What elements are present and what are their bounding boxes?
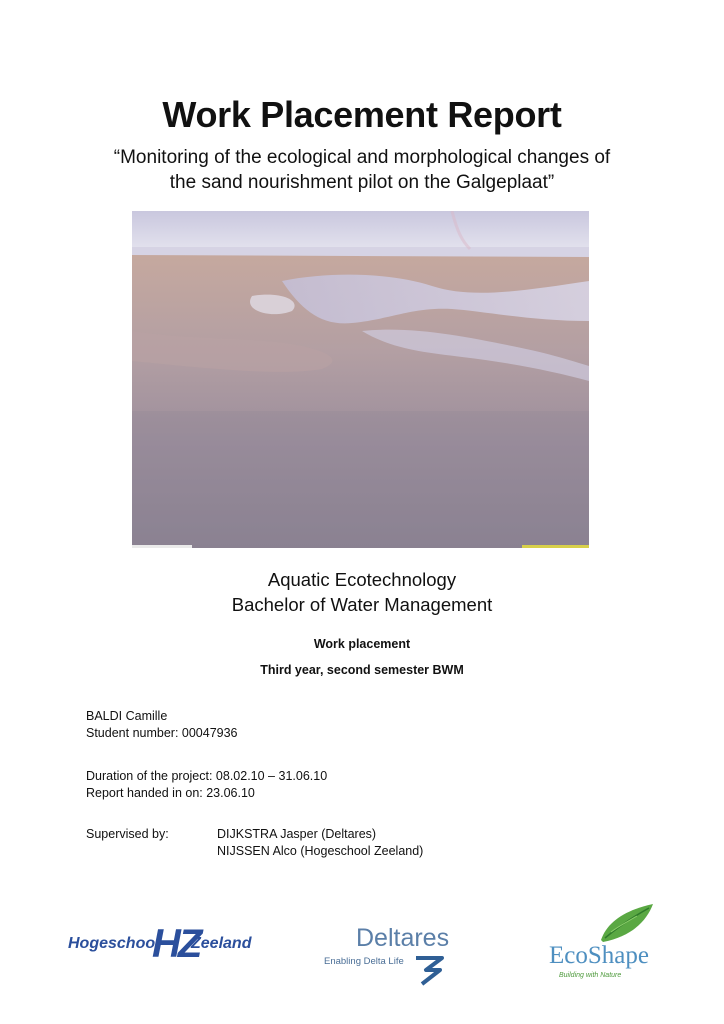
hz-logo-mark: HZ xyxy=(152,922,200,966)
hz-logo-left-text: Hogeschool xyxy=(68,935,160,952)
report-title: Work Placement Report xyxy=(162,94,562,135)
ecoshape-tagline: Building with Nature xyxy=(559,972,622,979)
course-line-2: Bachelor of Water Management xyxy=(231,594,493,615)
student-number: Student number: 00047936 xyxy=(86,726,238,740)
subtitle-line-2: the sand nourishment pilot on the Galgeplaat” xyxy=(169,172,555,193)
ecoshape-leaf-icon xyxy=(597,902,657,944)
tidal-flat-photo xyxy=(132,211,589,548)
supervisor-list xyxy=(217,826,537,860)
report-subtitle xyxy=(60,145,664,195)
subtitle-line-1: “Monitoring of the ecological and morphological changes of xyxy=(113,147,611,168)
placement-year: Third year, second semester BWM xyxy=(260,663,464,677)
student-name: BALDI Camille xyxy=(86,709,168,723)
student-block xyxy=(86,708,238,742)
deltares-logo xyxy=(322,924,462,988)
project-duration: Duration of the project: 08.02.10 – 31.06.10 xyxy=(86,769,328,783)
ecoshape-logo xyxy=(545,902,665,982)
course-info xyxy=(0,567,724,617)
ecoshape-logo-text: EcoShape xyxy=(549,942,649,969)
supervised-by-label: Supervised by: xyxy=(86,827,169,841)
hz-logo-right-text: Zeeland xyxy=(191,935,252,952)
supervisor-2: NIJSSEN Alco (Hogeschool Zeeland) xyxy=(217,844,424,858)
deltares-wave-icon xyxy=(412,954,452,986)
deltares-tagline: Enabling Delta Life xyxy=(324,956,404,967)
deltares-logo-text: Deltares xyxy=(356,924,450,952)
report-handed-in: Report handed in on: 23.06.10 xyxy=(86,786,255,800)
course-line-1: Aquatic Ecotechnology xyxy=(267,569,457,590)
supervisor-1: DIJKSTRA Jasper (Deltares) xyxy=(217,827,377,841)
project-dates xyxy=(86,768,327,802)
hogeschool-zeeland-logo xyxy=(68,922,252,972)
placement-type: Work placement xyxy=(313,637,411,651)
